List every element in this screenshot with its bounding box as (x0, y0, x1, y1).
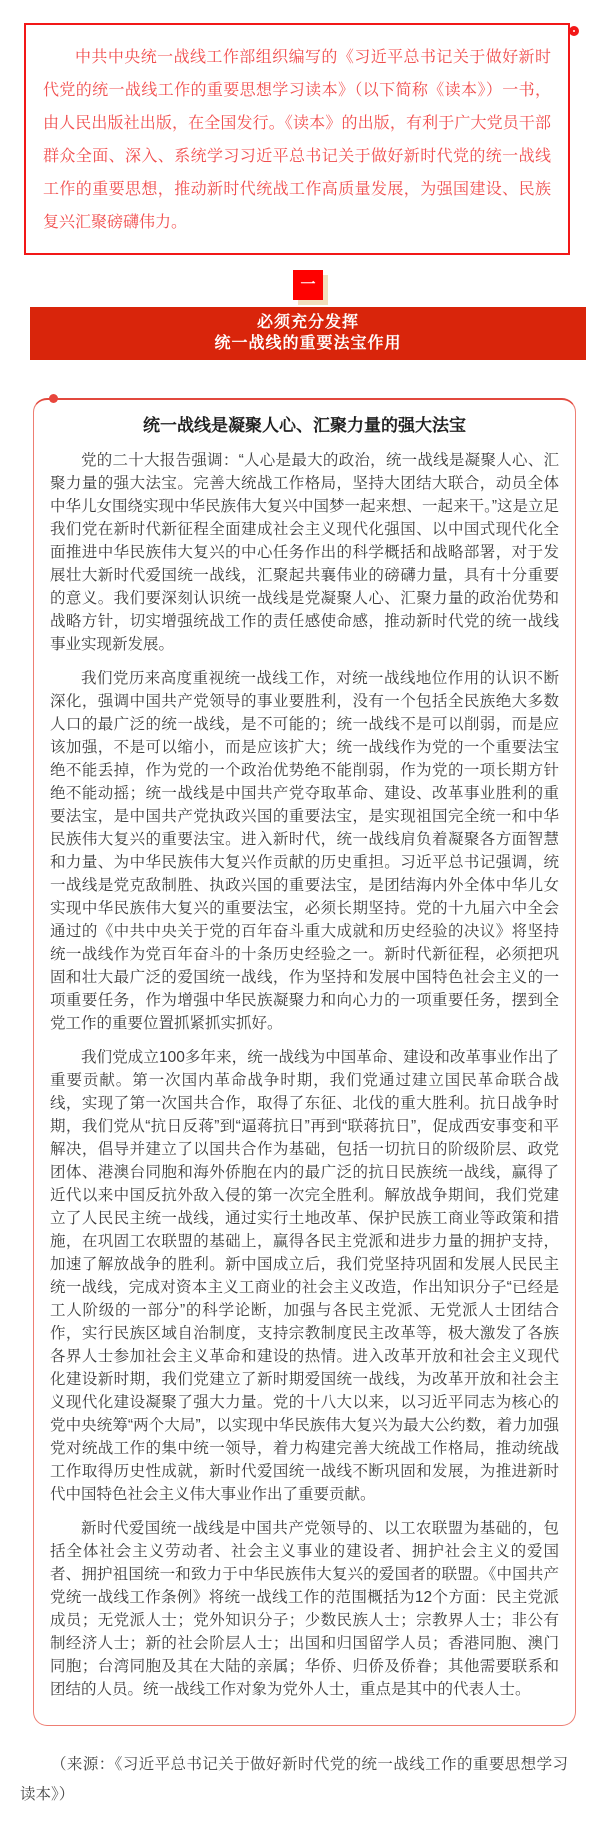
article-title: 统一战线是凝聚人心、汇聚力量的强大法宝 (143, 416, 466, 435)
source-note: （来源：《习近平总书记关于做好新时代党的统一战线工作的重要思想学习读本》） (20, 1756, 568, 1803)
section-banner (30, 307, 586, 360)
intro-text: 中共中央统一战线工作部组织编写的《习近平总书记关于做好新时代党的统一战线工作的重要思想学习读本》（以下简称《读本》）一书，由人民出版社出版，在全国发行。《读本》的出版，有利于广大党员干部群众全面、深入、系统学习习近平总书记关于做好新时代党的统一战线工作的重要思想，推动新时代统战工作高质量发展，为强国建设、民族复兴汇聚磅礴伟力。 (43, 49, 551, 231)
intro-box (24, 23, 570, 255)
corner-ring-icon (569, 26, 579, 36)
article-paragraph: 我们党历来高度重视统一战线工作，对统一战线地位作用的认识不断深化，强调中国共产党领导的事业要胜利，没有一个包括全民族绝大多数人口的最广泛的统一战线，是不可能的；统一战线不是可以削弱，而是应该加强，不是可以缩小，而是应该扩大；统一战线作为党的一个重要法宝绝不能丢掉，作为党的一个政治优势绝不能削弱，作为党的一项长期方针绝不能动摇；统一战线是中国共产党夺取革命、建设、改革事业胜利的重要法宝，是中国共产党执政兴国的重要法宝，是实现祖国完全统一和中华民族伟大复兴的重要法宝。进入新时代，统一战线肩负着凝聚各方面智慧和力量、为中华民族伟大复兴作贡献的历史重担。习近平总书记强调，统一战线是党克敌制胜、执政兴国的重要法宝，是团结海内外全体中华儿女实现中华民族伟大复兴的重要法宝，必须长期坚持。党的十九届六中全会通过的《中共中央关于党的百年奋斗重大成就和历史经验的决议》将坚持统一战线作为党百年奋斗的十条历史经验之一。新时代新征程，必须把巩固和壮大最广泛的爱国统一战线，作为坚持和发展中国特色社会主义的一项重要任务，作为增强中华民族凝聚力和向心力的一项重要任务，摆到全党工作的重要位置抓紧抓实抓好。 (50, 670, 559, 1032)
article-paragraph: 党的二十大报告强调：“人心是最大的政治，统一战线是凝聚人心、汇聚力量的强大法宝。完善大统战工作格局，坚持大团结大联合，动员全体中华儿女围绕实现中华民族伟大复兴中国梦一起来想、一起来干。”这是立足我们党在新时代新征程全面建成社会主义现代化强国、以中国式现代化全面推进中华民族伟大复兴的中心任务作出的科学概括和战略部署，对于发展壮大新时代爱国统一战线，汇聚起共襄伟业的磅礴力量，具有十分重要的意义。我们要深刻认识统一战线是党凝聚人心、汇聚力量的政治优势和战略方针，切实增强统战工作的责任感使命感，推动新时代党的统一战线事业实现新发展。 (50, 452, 559, 653)
banner-line-2: 统一战线的重要法宝作用 (214, 335, 402, 352)
banner-line-1: 必须充分发挥 (256, 314, 359, 331)
article-box (33, 398, 576, 1726)
corner-dot-icon (49, 394, 58, 403)
article-page (0, 23, 616, 1810)
article-paragraph: 新时代爱国统一战线是中国共产党领导的、以工农联盟为基础的，包括全体社会主义劳动者、社会主义事业的建设者、拥护社会主义的爱国者、拥护祖国统一和致力于中华民族伟大复兴的爱国者的联盟。《中国共产党统一战线工作条例》将统一战线工作的范围概括为12个方面：民主党派成员；无党派人士；党外知识分子；少数民族人士；宗教界人士；非公有制经济人士；新的社会阶层人士；出国和归国留学人员；香港同胞、澳门同胞；台湾同胞及其在大陆的亲属；华侨、归侨及侨眷；其他需要联系和团结的人员。统一战线工作对象为党外人士，重点是其中的代表人士。 (50, 1520, 559, 1698)
article-paragraph: 我们党成立100多年来，统一战线为中国革命、建设和改革事业作出了重要贡献。第一次国内革命战争时期，我们党通过建立国民革命联合战线，实现了第一次国共合作，取得了东征、北伐的重大胜利。抗日战争时期，我们党从“抗日反蒋”到“逼蒋抗日”再到“联蒋抗日”，促成西安事变和平解决，倡导并建立了以国共合作为基础，包括一切抗日的阶级阶层、政党团体、港澳台同胞和海外侨胞在内的最广泛的抗日民族统一战线，赢得了近代以来中国反抗外敌入侵的第一次完全胜利。解放战争期间，我们党建立了人民民主统一战线，通过实行土地改革、保护民族工商业等政策和措施，在巩固工农联盟的基础上，赢得各民主党派和进步力量的拥护支持，加速了解放战争的胜利。新中国成立后，我们党坚持巩固和发展人民民主统一战线，完成对资本主义工商业的社会主义改造，作出知识分子“已经是工人阶级的一部分”的科学论断，加强与各民主党派、无党派人士团结合作，实行民族区域自治制度，支持宗教制度民主改革等，极大激发了各族各界人士参加社会主义革命和建设的热情。进入改革开放和社会主义现代化建设新时期，我们党建立了新时期爱国统一战线，为改革开放和社会主义现代化建设凝聚了强大力量。党的十八大以来，以习近平同志为核心的党中央统筹“两个大局”，以实现中华民族伟大复兴为最大公约数，着力加强党对统战工作的集中统一领导，着力构建完善大统战工作格局，推动统战工作取得历史性成就，新时代爱国统一战线不断巩固和发展，为推进新时代中国特色社会主义伟大事业作出了重要贡献。 (50, 1049, 559, 1503)
section-number-badge: 一 (293, 270, 323, 300)
